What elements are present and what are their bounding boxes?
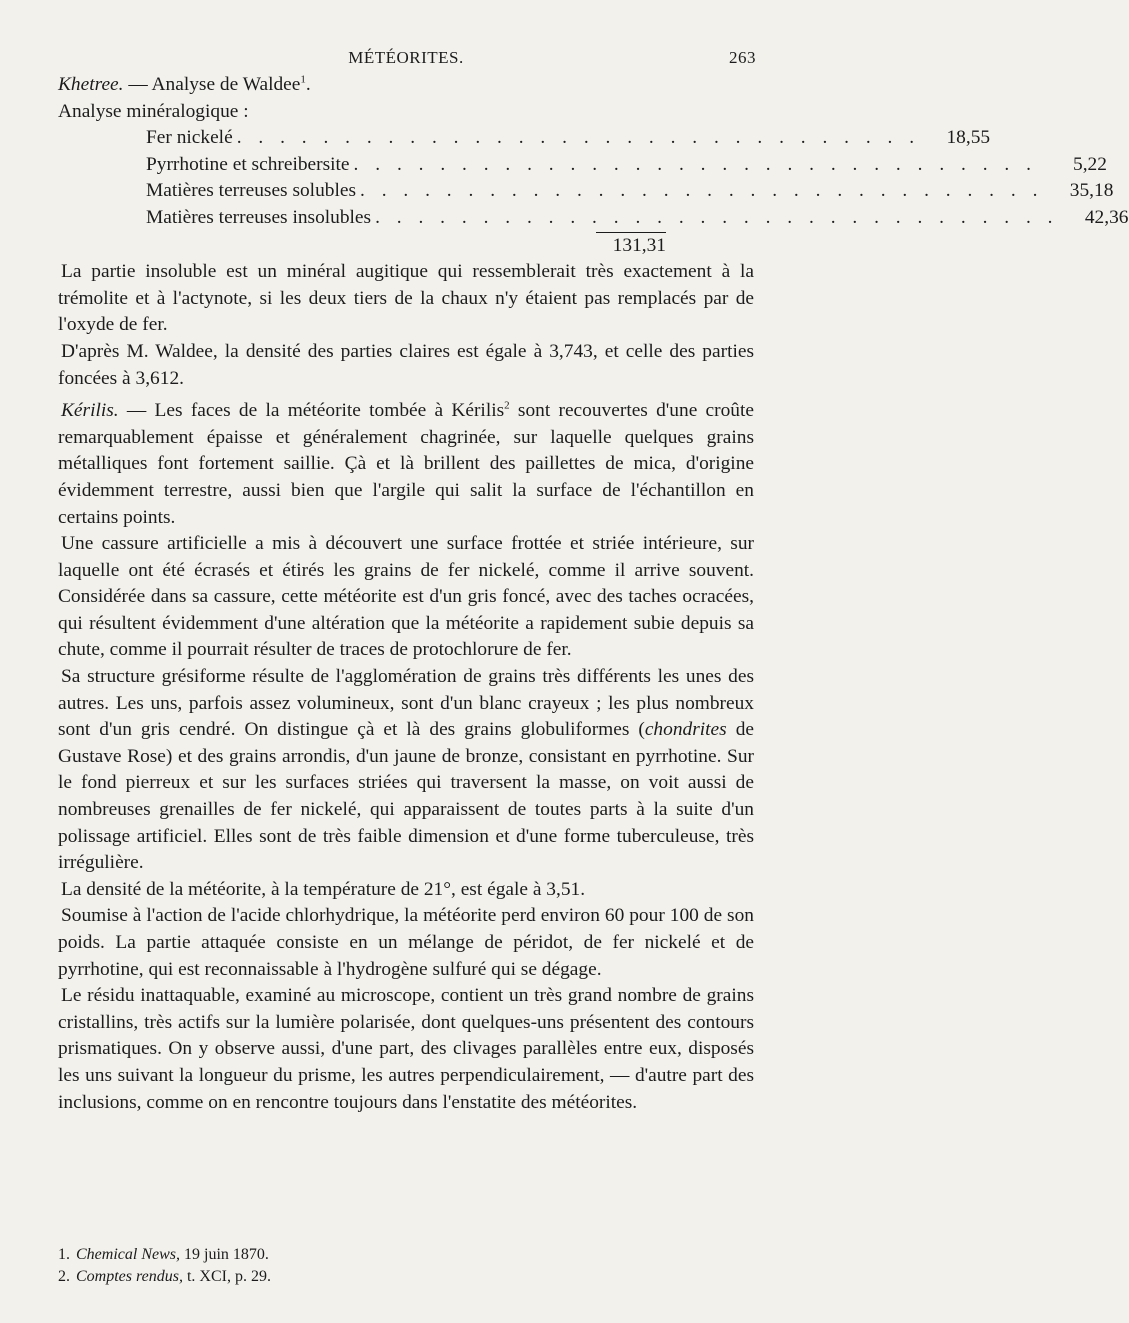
analysis-row: Matières terreuses insolubles . . . . . . . . . . . . . . . . . . . . . . . . . . . . . . . . 42,36 — [146, 206, 1129, 228]
analysis-table — [146, 125, 1129, 259]
analysis-row: Pyrrhotine et schreibersite . . . . . . . . . . . . . . . . . . . . . . . . . . . . . . . . 5,22 — [146, 153, 1107, 175]
meteorite-name-khetree: Khetree. — [58, 74, 124, 95]
term-chondrites: chondrites — [644, 719, 727, 741]
khetree-heading: Khetree. — Analyse de Waldee$^1$. — [58, 73, 311, 95]
footnotes — [58, 1244, 271, 1288]
paragraph-cassure: Une cassure artificielle a mis à découvert une surface frottée et striée intérieure, sur laquelle ont été écrasés et étirés les grains de fer nickelé, comme il arrive souvent. Considérée dans sa cassure, cette météorite est d'un gris foncé, avec des taches ocracées, qui résultent évidemment d'une altération que la météorite a rapidement subie depuis sa chute, comme il pourrait résulter de traces de protochlorure de fer. — [58, 533, 754, 661]
analysis-heading: Analyse minéralogique : — [58, 100, 249, 122]
analysis-row: Matières terreuses solubles . . . . . . . . . . . . . . . . . . . . . . . . . . . . . . . . 35,18 — [146, 180, 1114, 202]
footnote: 1. Chemical News, 19 juin 1870. — [58, 1246, 269, 1263]
paragraph-residue: Le résidu inattaquable, examiné au microscope, contient un très grand nombre de grains cristallins, très actifs sur la lumière polarisée, dont quelques-uns présentent des contours prismatiques. On y observe aussi, d'une part, des clivages parallèles entre eux, disposés les uns suivant la longueur du prisme, les autres perpendiculairement, — d'autre part des inclusions, comme on en rencontre toujours dans l'enstatite des météorites. — [58, 985, 754, 1113]
footnote-mark-1: 1 — [300, 73, 306, 86]
paragraph-structure: Sa structure grésiforme résulte de l'agglomération de grains très différents les unes des autres. Les uns, parfois assez volumineux, sont d'un blanc crayeux ; les plus nombreux sont d'un gris cendré. On distingue çà et là des grains globuliformes (chondrites de Gustave Rose) et des grains arrondis, d'un jaune de bronze, consistant en pyrrhotine. Sur le fond pierreux et sur les surfaces striées qui traversent la masse, on voit aussi de nombreuses grenailles de fer nickelé, qui apparaissent de toutes parts à la suite d'un polissage artificiel. Elles sont de très faible dimension et d'une forme tuberculeuse, très irrégulière. — [58, 666, 754, 874]
analysis-total-row — [146, 232, 666, 260]
paragraph-acid: Soumise à l'action de l'acide chlorhydrique, la météorite perd environ 60 pour 100 de son poids. La partie attaquée consiste en un mélange de péridot, de fer nickelé et de pyrrhotine, qui est reconnaissable à l'hydrogène sulfuré qui se dégage. — [58, 905, 754, 980]
running-head — [58, 44, 754, 72]
paragraph-insoluble: La partie insoluble est un minéral augitique qui ressemblerait très exactement à la trémolite et à l'actynote, si les deux tiers de la chaux n'y étaient pas remplacés par de l'oxyde de fer. — [58, 261, 754, 336]
paragraph-density-waldee: D'après M. Waldee, la densité des parties claires est égale à 3,743, et celle des parties foncées à 3,612. — [58, 340, 754, 389]
analysis-total: 131,31 — [596, 232, 666, 260]
analysis-row: Fer nickelé . . . . . . . . . . . . . . . . . . . . . . . . . . . . . . . . 18,55 — [146, 127, 991, 149]
paragraph-density: La densité de la météorite, à la température de 21°, est égale à 3,51. — [61, 878, 586, 900]
footnote-mark-2: 2 — [504, 399, 510, 412]
running-head-title: MÉTÉORITES. — [348, 48, 464, 67]
meteorite-name-kerilis: Kérilis. — [61, 400, 119, 422]
paragraph-kerilis: Kérilis. — Les faces de la météorite tombée à Kérilis$^2$ sont recouvertes d'une croûte remarquablement épaisse et généralement chagrinée, sur laquelle quelques grains métalliques font fortement saillie. Çà et là brillent des paillettes de mica, d'origine évidemment terrestre, aussi bien que l'argile qui salit la surface de l'échantillon en certains points. — [58, 399, 754, 528]
page-number: 263 — [729, 48, 756, 67]
page-body — [58, 44, 1129, 1116]
footnote: 2. Comptes rendus, t. XCI, p. 29. — [58, 1268, 271, 1285]
